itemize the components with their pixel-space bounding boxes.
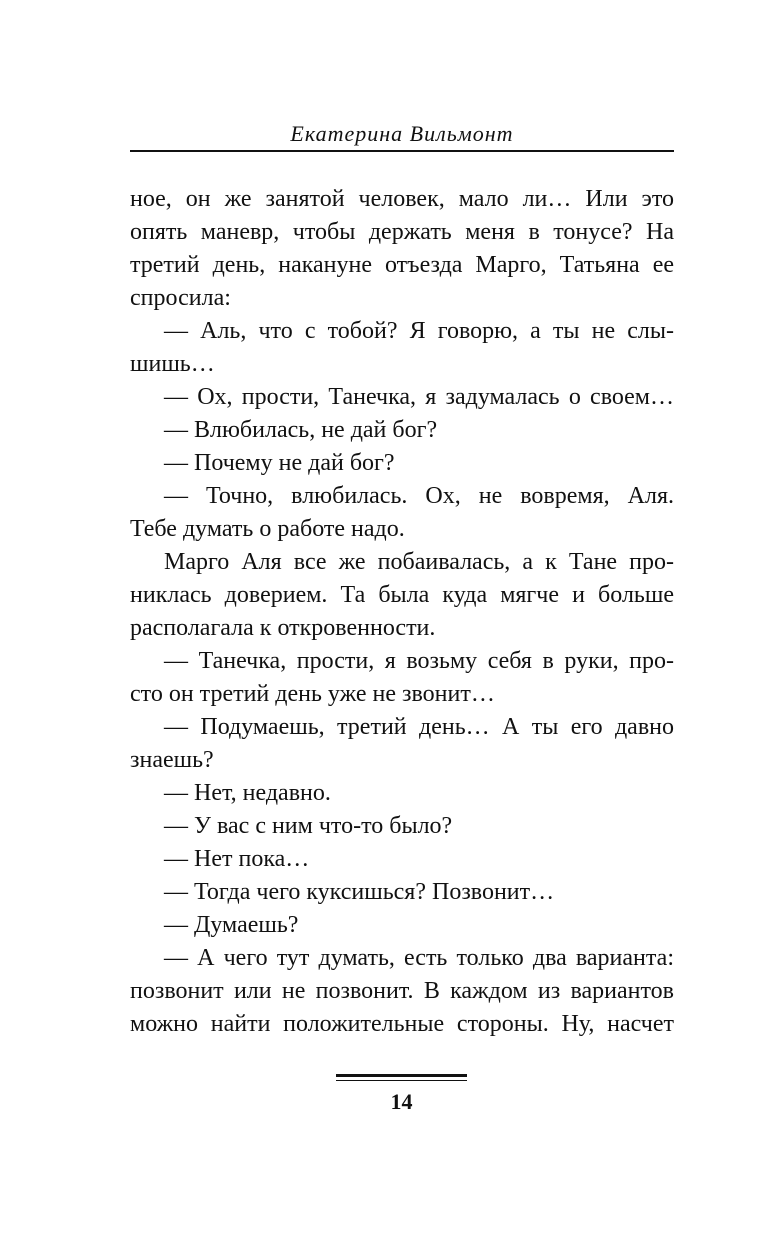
text-line: — Нет пока… [164,846,310,872]
text-line: — Нет, недавно. [164,780,331,806]
text-line: — Ох, прости, Танечка, я задумалась о своем… [164,384,674,410]
text-line: — Точно, влюбилась. Ох, не вовремя, Аля. [164,483,674,509]
text-line: — Аль, что с тобой? Я говорю, а ты не слы- [164,318,674,344]
text-line: никлась доверием. Та была куда мягче и больше [130,582,674,608]
text-line: — У вас с ним что-то было? [164,813,453,839]
text-line: позвонит или не позвонит. В каждом из вариантов [130,978,674,1004]
page-body-text [130,183,674,1041]
text-line: Марго Аля все же побаивалась, а к Тане про- [164,549,674,575]
text-line: — Думаешь? [164,912,299,938]
text-line: располагала к откровенности. [130,615,436,641]
text-line: ное, он же занятой человек, мало ли… Или это [130,186,674,212]
text-line: спросила: [130,285,231,311]
text-line: третий день, накануне отъезда Марго, Татьяна ее [130,252,674,278]
text-line: сто он третий день уже не звонит… [130,681,495,707]
text-line: — Влюбилась, не дай бог? [164,417,438,443]
header-divider [130,150,674,152]
text-line: — Танечка, прости, я возьму себя в руки, про- [164,648,674,674]
text-line: шишь… [130,351,215,377]
text-line: опять маневр, чтобы держать меня в тонусе? На [130,219,674,245]
text-line: — Подумаешь, третий день… А ты его давно [164,714,674,740]
text-line: знаешь? [130,747,214,773]
footer-rule-thick [336,1074,467,1077]
text-line: — А чего тут думать, есть только два варианта: [164,945,674,971]
text-line: — Почему не дай бог? [164,450,395,476]
footer-rule-thin [336,1080,467,1081]
page-number: 14 [390,1089,413,1114]
text-line: можно найти положительные стороны. Ну, насчет [130,1011,674,1037]
text-line: — Тогда чего куксишься? Позвонит… [164,879,555,905]
text-line: Тебе думать о работе надо. [130,516,405,542]
running-head-author: Екатерина Вильмонт [290,121,514,146]
